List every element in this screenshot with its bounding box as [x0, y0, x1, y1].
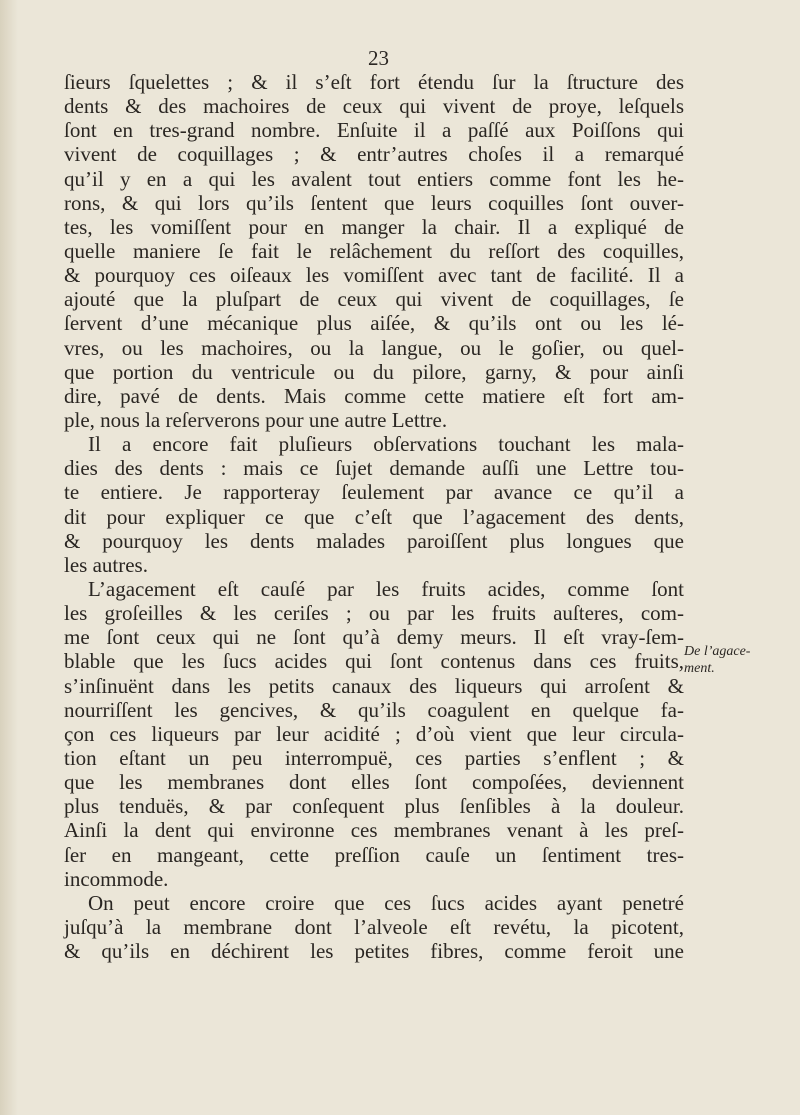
text-line: te entiere. Je rapporteray ſeulement par avance ce qu’il a — [64, 480, 684, 505]
text-line: qu’il y en a qui les avalent tout entiers comme font les he- — [64, 166, 684, 191]
text-line: que les membranes dont elles ſont compoſées, deviennent — [64, 770, 684, 795]
text-line: ſont en tres-grand nombre. Enſuite il a paſſé aux Poiſſons qui — [64, 118, 684, 143]
text-line: blable que les ſucs acides qui ſont contenus dans ces fruits, — [64, 649, 684, 674]
text-line: les groſeilles & les ceriſes ; ou par les fruits auſteres, com- — [64, 601, 684, 626]
text-line: L’agacement eſt cauſé par les fruits acides, comme ſont — [88, 576, 684, 601]
text-line: Il a encore fait pluſieurs obſervations touchant les mala- — [88, 432, 684, 457]
margin-note-line: ment. — [684, 661, 715, 676]
text-line: On peut encore croire que ces ſucs acides ayant penetré — [88, 890, 684, 915]
text-line: & pourquoy les dents malades paroiſſent plus longues que — [64, 528, 684, 553]
text-line: quelle maniere ſe fait le relâchement du reſſort des coquilles, — [64, 238, 684, 263]
text-line: tes, les vomiſſent pour en manger la chair. Il a expliqué de — [64, 214, 684, 239]
text-line: Ainſi la dent qui environne ces membranes venant à les preſ- — [64, 818, 684, 843]
text-line: nourriſſent les gencives, & qu’ils coagulent en quelque fa- — [64, 697, 684, 722]
text-line: s’inſinuënt dans les petits canaux des liqueurs qui arroſent & — [64, 673, 684, 698]
text-line: dire, pavé de dents. Mais comme cette matiere eſt fort am- — [64, 383, 684, 408]
text-line: ſervent d’une mécanique plus aiſée, & qu’ils ont ou les lé- — [64, 311, 684, 336]
text-line: que portion du ventricule ou du pilore, garny, & pour ainſi — [64, 359, 684, 384]
body-text — [64, 70, 684, 963]
text-line: tion eſtant un peu interrompuë, ces parties s’enflent ; & — [64, 745, 684, 770]
text-line: ajouté que la pluſpart de ceux qui vivent de coquillages, ſe — [64, 287, 684, 312]
text-line: vres, ou les machoires, ou la langue, ou le goſier, ou quel- — [64, 335, 684, 360]
text-line: dit pour expliquer ce que c’eſt que l’agacement des dents, — [64, 504, 684, 529]
text-line: ſieurs ſquelettes ; & il s’eſt fort étendu ſur la ſtructure des — [64, 70, 684, 94]
text-line: dies des dents : mais ce ſujet demande auſſi une Lettre tou- — [64, 456, 684, 481]
text-line: ple, nous la reſerverons pour une autre Lettre. — [64, 407, 448, 432]
text-line: me ſont ceux qui ne ſont qu’à demy meurs. Il eſt vray-ſem- — [64, 625, 684, 650]
text-line: rons, & qui lors qu’ils ſentent que leurs coquilles ſont ouver- — [64, 190, 684, 215]
text-line: les autres. — [64, 552, 148, 577]
text-line: & qu’ils en déchirent les petites fibres, comme feroit une — [64, 939, 684, 964]
text-line: plus tenduës, & par conſequent plus ſenſibles à la douleur. — [64, 794, 684, 819]
margin-note-line: De l’agace- — [684, 644, 751, 659]
text-line: juſqu’à la membrane dont l’alveole eſt revétu, la picotent, — [64, 914, 684, 939]
text-line: vivent de coquillages ; & entr’autres choſes il a remarqué — [64, 142, 684, 167]
margin-note — [684, 643, 794, 677]
page-number: 23 — [368, 46, 389, 70]
text-line: çon ces liqueurs par leur acidité ; d’où vient que leur circula- — [64, 721, 684, 746]
text-line: dents & des machoires de ceux qui vivent de proye, leſquels — [64, 94, 684, 119]
text-line: incommode. — [64, 866, 169, 891]
text-line: ſer en mangeant, cette preſſion cauſe un ſentiment tres- — [64, 842, 684, 867]
text-line: & pourquoy ces oiſeaux les vomiſſent avec tant de facilité. Il a — [64, 263, 684, 288]
